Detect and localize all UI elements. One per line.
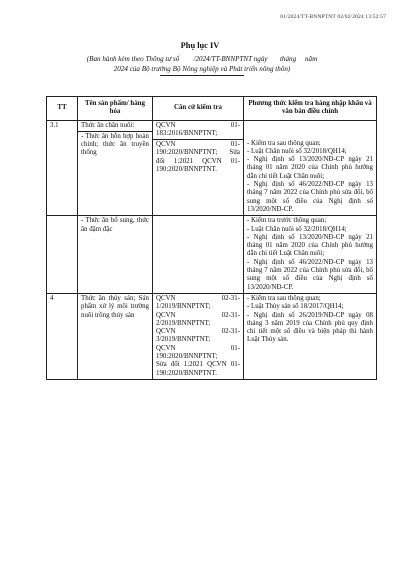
basis-item: QCVN 02-31-1/2019/BNNPTNT; [156,294,240,311]
subtitle-line-1: (Ban hành kèm theo Thông tư số /2024/TT-BNNPTNT ngày tháng năm [86,55,318,63]
table-header-row [47,97,377,121]
method-item: - Nghị định số 13/2020/NĐ-CP ngày 21 tháng 01 năm 2020 của Chính phủ hướng dẫn chi tiết Luật Chăn nuôi; [247,156,373,180]
method-item: - Luật Thủy sản số 18/2017/QH14; [247,303,344,311]
method-item: - Kiểm tra sau thông quan; [247,139,321,147]
row-tt: 3.1 [47,120,78,216]
basis-item: QCVN 01-190:2020/BNNPTNT; [156,344,240,361]
method-item: - Nghị định số 46/2022/NĐ-CP ngày 13 tháng 7 năm 2022 của Chính phủ sửa đổi, bổ sung một số điều của Nghị định số 13/2020/NĐ-CP. [247,258,373,291]
product-sublabel: - Thức ăn hỗn hợp hoàn chỉnh; thức ăn truyền thống [78,131,152,158]
appendix-title: Phụ lục IV [180,41,220,50]
table-row [47,216,377,294]
row-basis [153,120,244,216]
basis-item: QCVN 01-183:2016/BNNPTNT; [156,121,240,137]
method-item: - Luật Chăn nuôi số 32/2018/QH14; [247,147,347,155]
header-tt: TT [47,97,78,121]
basis-item: Sửa đổi 1:2021 QCVN 01-190:2020/BNNPTNT. [156,361,240,377]
subtitle-underline [160,75,244,76]
row-method [244,293,377,379]
basis-item: QCVN 02-31-2/2019/BNNPTNT; [156,311,240,327]
table-row [47,293,377,379]
inspection-table [46,96,377,380]
row-basis [153,293,244,379]
row-product [78,120,153,216]
subtitle-line-2: 2024 của Bộ trưởng Bộ Nông nghiệp và Phát triển nông thôn) [113,65,291,73]
method-item: - Nghị định số 13/2020/NĐ-CP ngày 21 tháng 01 năm 2020 của Chính phủ hướng dẫn chi tiết Luật Chăn nuôi; [247,233,373,258]
header-method: Phương thức kiểm tra hàng nhập khẩu và văn bản điều chỉnh [244,97,377,121]
method-item: - Kiểm tra trước thông quan; [247,217,327,225]
row-method [244,216,377,294]
method-item: - Nghị định số 26/2019/NĐ-CP ngày 08 tháng 3 năm 2019 của Chính phủ quy định chi tiết một số điều và biện pháp thi hành Luật Thủy sản. [247,311,373,344]
row-basis [153,216,244,294]
basis-item: QCVN 02-31-3/2019/BNNPTNT; [156,328,240,344]
header-basis: Căn cứ kiểm tra [153,97,244,121]
row-product: - Thức ăn bổ sung, thức ăn đậm đặc [78,216,153,294]
row-method [244,120,377,216]
row-tt [47,216,78,294]
product-label: Thức ăn chăn nuôi: [81,121,135,129]
basis-item: QCVN 01-190:2020/BNNPTNT; Sửa đổi 1:2021 QCVN 01-190:2020/BNNPTNT. [153,139,243,174]
header-product: Tên sản phẩm/ hàng hóa [78,97,153,121]
row-tt: 4 [47,293,78,379]
row-product: Thức ăn thủy sản; Sản phẩm xử lý môi trường nuôi trồng thủy sản [78,293,153,379]
appendix-subtitle [40,54,364,74]
method-item: - Kiểm tra sau thông quan; [247,294,321,302]
method-item: - Luật Chăn nuôi số 32/2018/QH14; [247,225,347,233]
method-item: - Nghị định số 46/2022/NĐ-CP ngày 13 tháng 7 năm 2022 của Chính phủ sửa đổi, bổ sung một số điều của Nghị định số 13/2020/NĐ-CP. [247,181,373,213]
table-row [47,120,377,216]
document-stamp: 01/2024/TT-BNNPTNT 02/02/2024 13:52:57 [280,14,386,20]
